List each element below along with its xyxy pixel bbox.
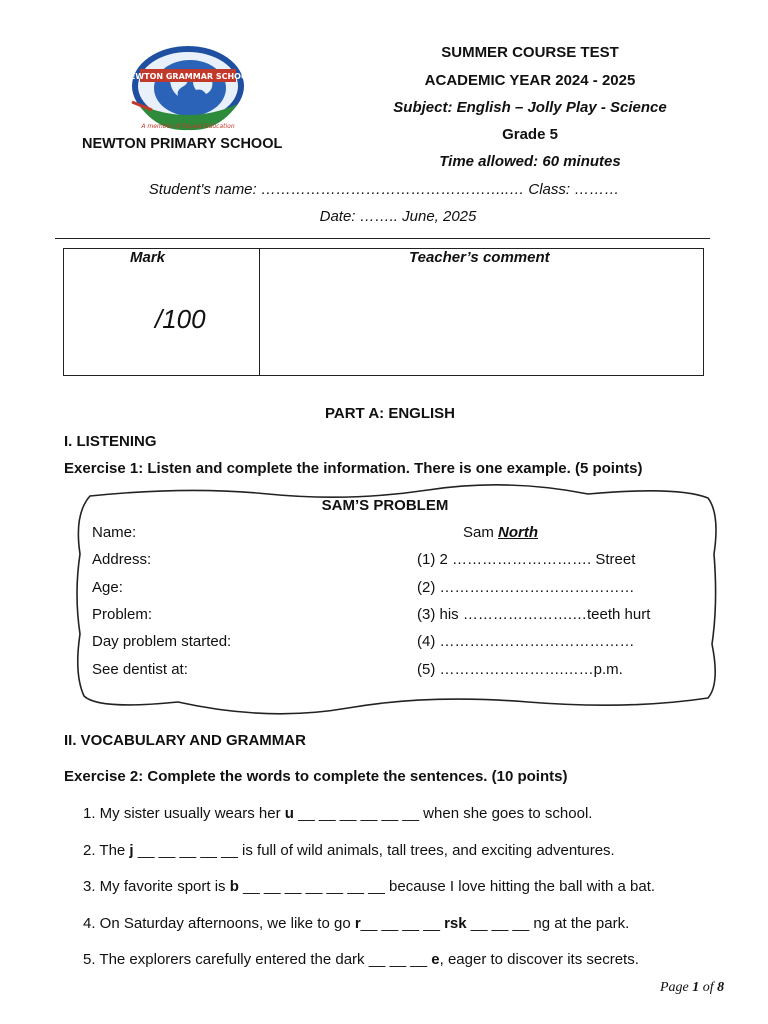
- school-name: NEWTON PRIMARY SCHOOL: [82, 136, 283, 152]
- row-label-address: Address:: [92, 551, 152, 568]
- sentence-item: 2. The j __ __ __ __ __ is full of wild animals, tall trees, and exciting adventures.: [83, 842, 615, 859]
- academic-year: ACADEMIC YEAR 2024 - 2025: [424, 72, 636, 89]
- row-value-dentist: (5) …………………….……p.m.: [417, 661, 623, 678]
- student-name-line: Student's name: …………………………………………..… Class: ………: [148, 181, 620, 198]
- date-line: Date: …….. June, 2025: [319, 208, 477, 225]
- logo-text: NEWTON GRAMMAR SCHOOL: [123, 72, 253, 81]
- row-label-problem: Problem:: [92, 606, 153, 623]
- row-value-day: (4) …………………………………: [417, 633, 635, 650]
- mark-value: /100: [155, 304, 206, 334]
- header-divider: [55, 238, 710, 239]
- logo-tagline: A member of Equest Education: [141, 123, 235, 130]
- row-label-name: Name:: [92, 524, 137, 541]
- grade-line: Grade 5: [502, 126, 558, 143]
- row-value-name: Sam North: [463, 524, 539, 541]
- row-label-dentist: See dentist at:: [92, 661, 188, 678]
- school-logo: [118, 42, 258, 132]
- row-label-day: Day problem started:: [92, 633, 232, 650]
- vocab-heading: II. VOCABULARY AND GRAMMAR: [64, 732, 306, 749]
- test-title: SUMMER COURSE TEST: [441, 44, 619, 61]
- subject-line: Subject: English – Jolly Play - Science: [393, 99, 667, 116]
- example-answer: North: [498, 524, 539, 541]
- mark-label: Mark: [130, 249, 166, 266]
- listening-heading: I. LISTENING: [64, 433, 157, 450]
- sentence-item: 3. My favorite sport is b __ __ __ __ __ __ __ because I love hitting the ball with a bat.: [83, 878, 656, 895]
- sentence-item: 1. My sister usually wears her u __ __ __ __ __ __ when she goes to school.: [83, 805, 593, 822]
- time-allowed: Time allowed: 60 minutes: [439, 153, 621, 170]
- exercise2-heading: Exercise 2: Complete the words to complete the sentences. (10 points): [64, 768, 568, 785]
- problem-box-frame: [68, 484, 728, 716]
- teacher-comment-label: Teacher’s comment: [409, 249, 550, 266]
- row-value-problem: (3) his ………………….…teeth hurt: [417, 606, 651, 623]
- row-value-age: (2) …………………………………: [417, 579, 635, 596]
- exercise1-heading: Exercise 1: Listen and complete the information. There is one example. (5 points): [64, 460, 643, 477]
- problem-box-title: SAM’S PROBLEM: [321, 497, 449, 514]
- page-number: Page 1 of 8: [660, 980, 725, 995]
- sentence-item: 5. The explorers carefully entered the dark __ __ __ e, eager to discover its secrets.: [83, 951, 639, 968]
- row-label-age: Age:: [92, 579, 123, 596]
- row-value-address: (1) 2 ………………………. Street: [417, 551, 636, 568]
- part-title: PART A: ENGLISH: [325, 405, 455, 422]
- mark-table-divider: [259, 248, 260, 376]
- sentence-item: 4. On Saturday afternoons, we like to go r__ __ __ __ rsk __ __ __ ng at the park.: [83, 915, 630, 932]
